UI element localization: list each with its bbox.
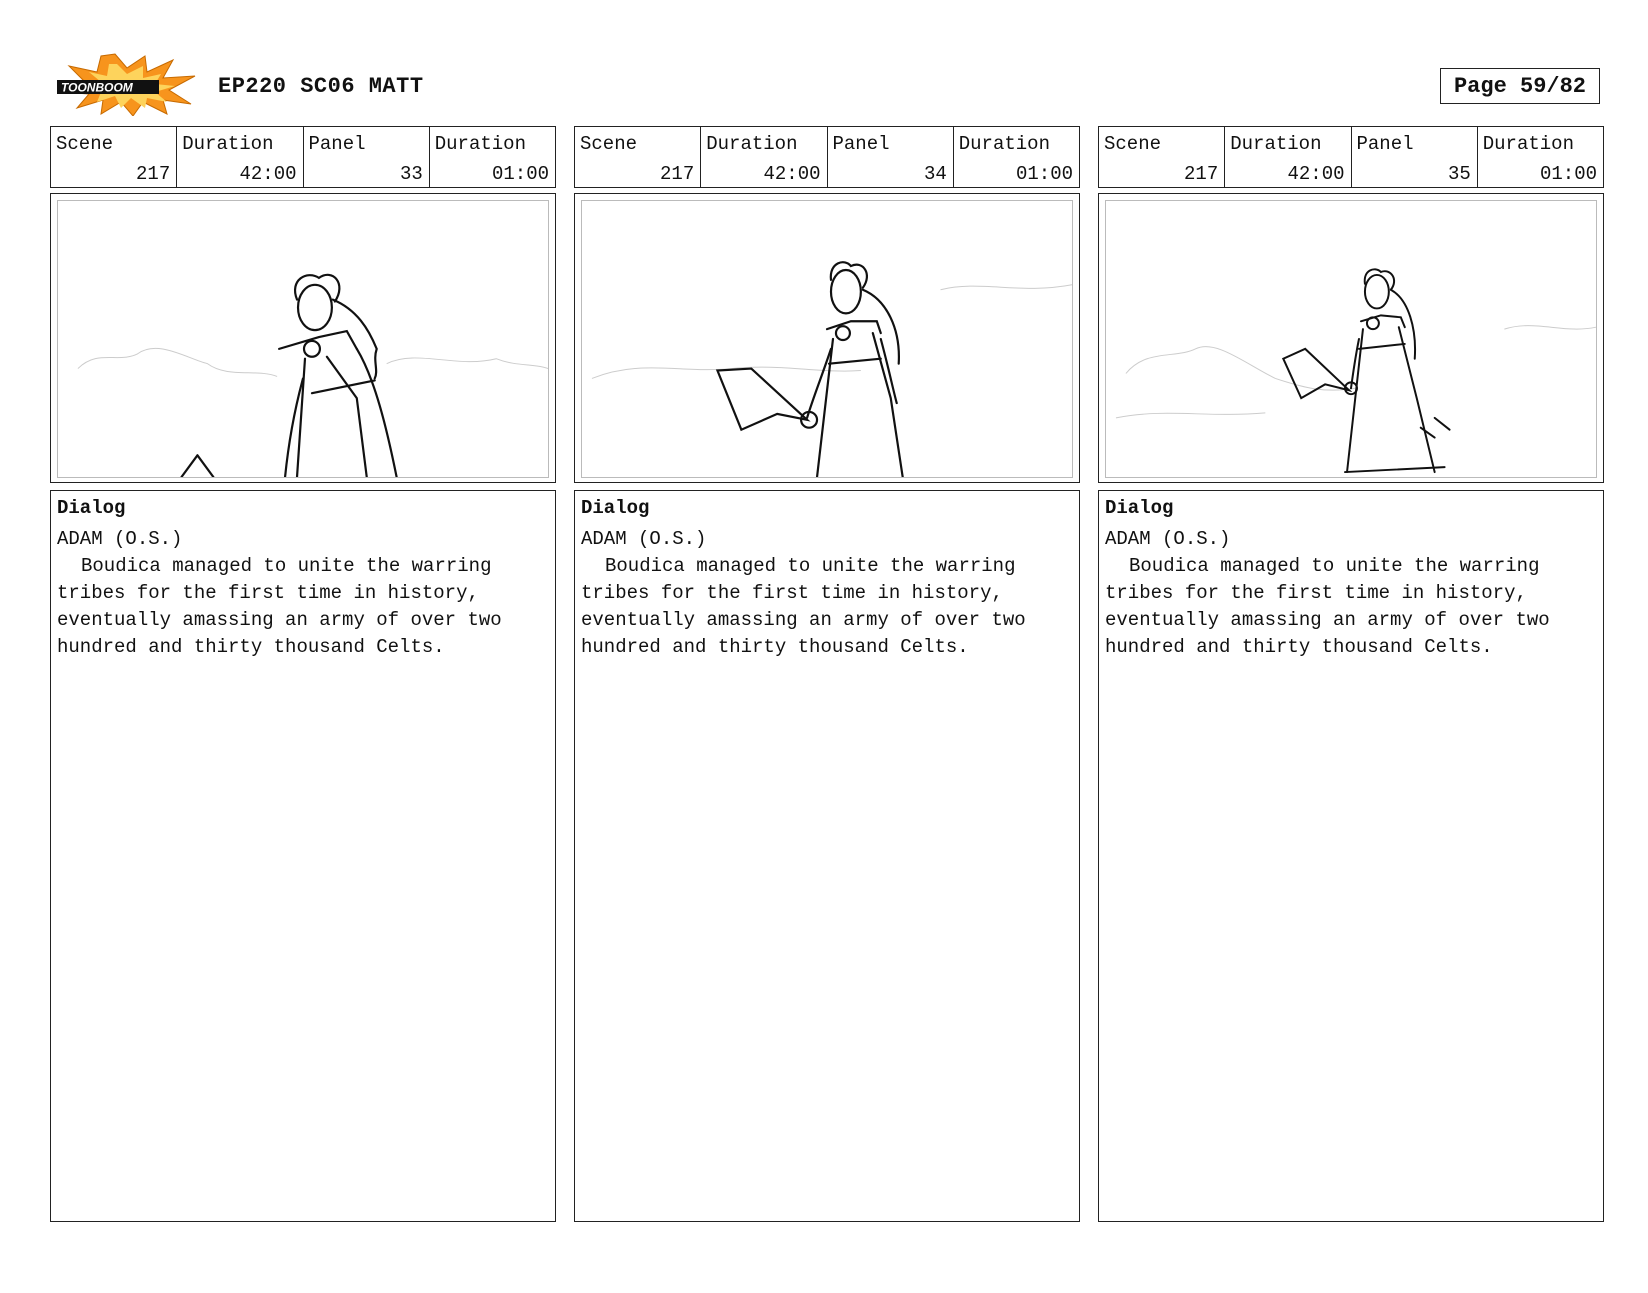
sketch-drawing: [582, 201, 1072, 477]
storyboard-panel-1: [50, 126, 556, 1222]
duration-label: Duration: [706, 133, 798, 155]
dialog-label: Dialog: [581, 497, 650, 519]
page-number: Page 59/82: [1440, 68, 1600, 104]
panel-cell: [304, 127, 430, 187]
sketch-drawing: [1106, 201, 1596, 477]
panel-info-row: [50, 126, 556, 188]
panel-label: Panel: [1356, 133, 1414, 155]
panel-duration-value: 01:00: [1539, 163, 1597, 185]
panel-duration-cell: [1478, 127, 1603, 187]
dialog-character: ADAM (O.S.): [57, 528, 183, 550]
toonboom-logo: [55, 52, 197, 116]
dialog-character: ADAM (O.S.): [1105, 528, 1231, 550]
scene-cell: [575, 127, 701, 187]
panel-info-row: [1098, 126, 1604, 188]
scene-duration-value: 42:00: [239, 163, 297, 185]
scene-cell: [1099, 127, 1225, 187]
scene-label: Scene: [56, 133, 114, 155]
scene-duration-cell: [177, 127, 303, 187]
scene-label: Scene: [580, 133, 638, 155]
dialog-box: [1098, 490, 1604, 1222]
storyboard-panel-3: [1098, 126, 1604, 1222]
panel-cell: [828, 127, 954, 187]
panel-frame: [574, 193, 1080, 483]
storyboard-panel-2: [574, 126, 1080, 1222]
dialog-text: Boudica managed to unite the warring tribes for the first time in history, eventually amassing an army of over two hundred and thirty thousand Celts.: [57, 555, 502, 658]
dialog-text: Boudica managed to unite the warring tribes for the first time in history, eventually amassing an army of over two hundred and thirty thousand Celts.: [581, 555, 1026, 658]
duration-label: Duration: [1230, 133, 1322, 155]
panel-frame: [1098, 193, 1604, 483]
dialog-character: ADAM (O.S.): [581, 528, 707, 550]
duration-label: Duration: [434, 133, 526, 155]
dialog-label: Dialog: [57, 497, 126, 519]
duration-label: Duration: [182, 133, 274, 155]
scene-duration-cell: [1225, 127, 1351, 187]
panel-cell: [1352, 127, 1478, 187]
scene-duration-cell: [701, 127, 827, 187]
panel-frame: [50, 193, 556, 483]
document-title: EP220 SC06 MATT: [218, 74, 424, 99]
dialog-box: [574, 490, 1080, 1222]
dialog-box: [50, 490, 556, 1222]
scene-value: 217: [136, 163, 171, 185]
dialog-text: Boudica managed to unite the warring tribes for the first time in history, eventually amassing an army of over two hundred and thirty thousand Celts.: [1105, 555, 1550, 658]
panel-duration-value: 01:00: [491, 163, 549, 185]
duration-label: Duration: [958, 133, 1050, 155]
sketch-drawing: [58, 201, 548, 477]
dialog-label: Dialog: [1105, 497, 1174, 519]
panel-duration-cell: [954, 127, 1079, 187]
panel-duration-value: 01:00: [1015, 163, 1073, 185]
panel-info-row: [574, 126, 1080, 188]
scene-duration-value: 42:00: [763, 163, 821, 185]
duration-label: Duration: [1482, 133, 1574, 155]
scene-label: Scene: [1104, 133, 1162, 155]
panel-value: 33: [399, 163, 423, 185]
panel-label: Panel: [308, 133, 366, 155]
panel-label: Panel: [832, 133, 890, 155]
scene-cell: [51, 127, 177, 187]
scene-value: 217: [1184, 163, 1219, 185]
logo-text: TOONBOOM: [61, 80, 133, 95]
panel-value: 34: [923, 163, 947, 185]
panel-duration-cell: [430, 127, 555, 187]
panel-value: 35: [1447, 163, 1471, 185]
scene-duration-value: 42:00: [1287, 163, 1345, 185]
scene-value: 217: [660, 163, 695, 185]
